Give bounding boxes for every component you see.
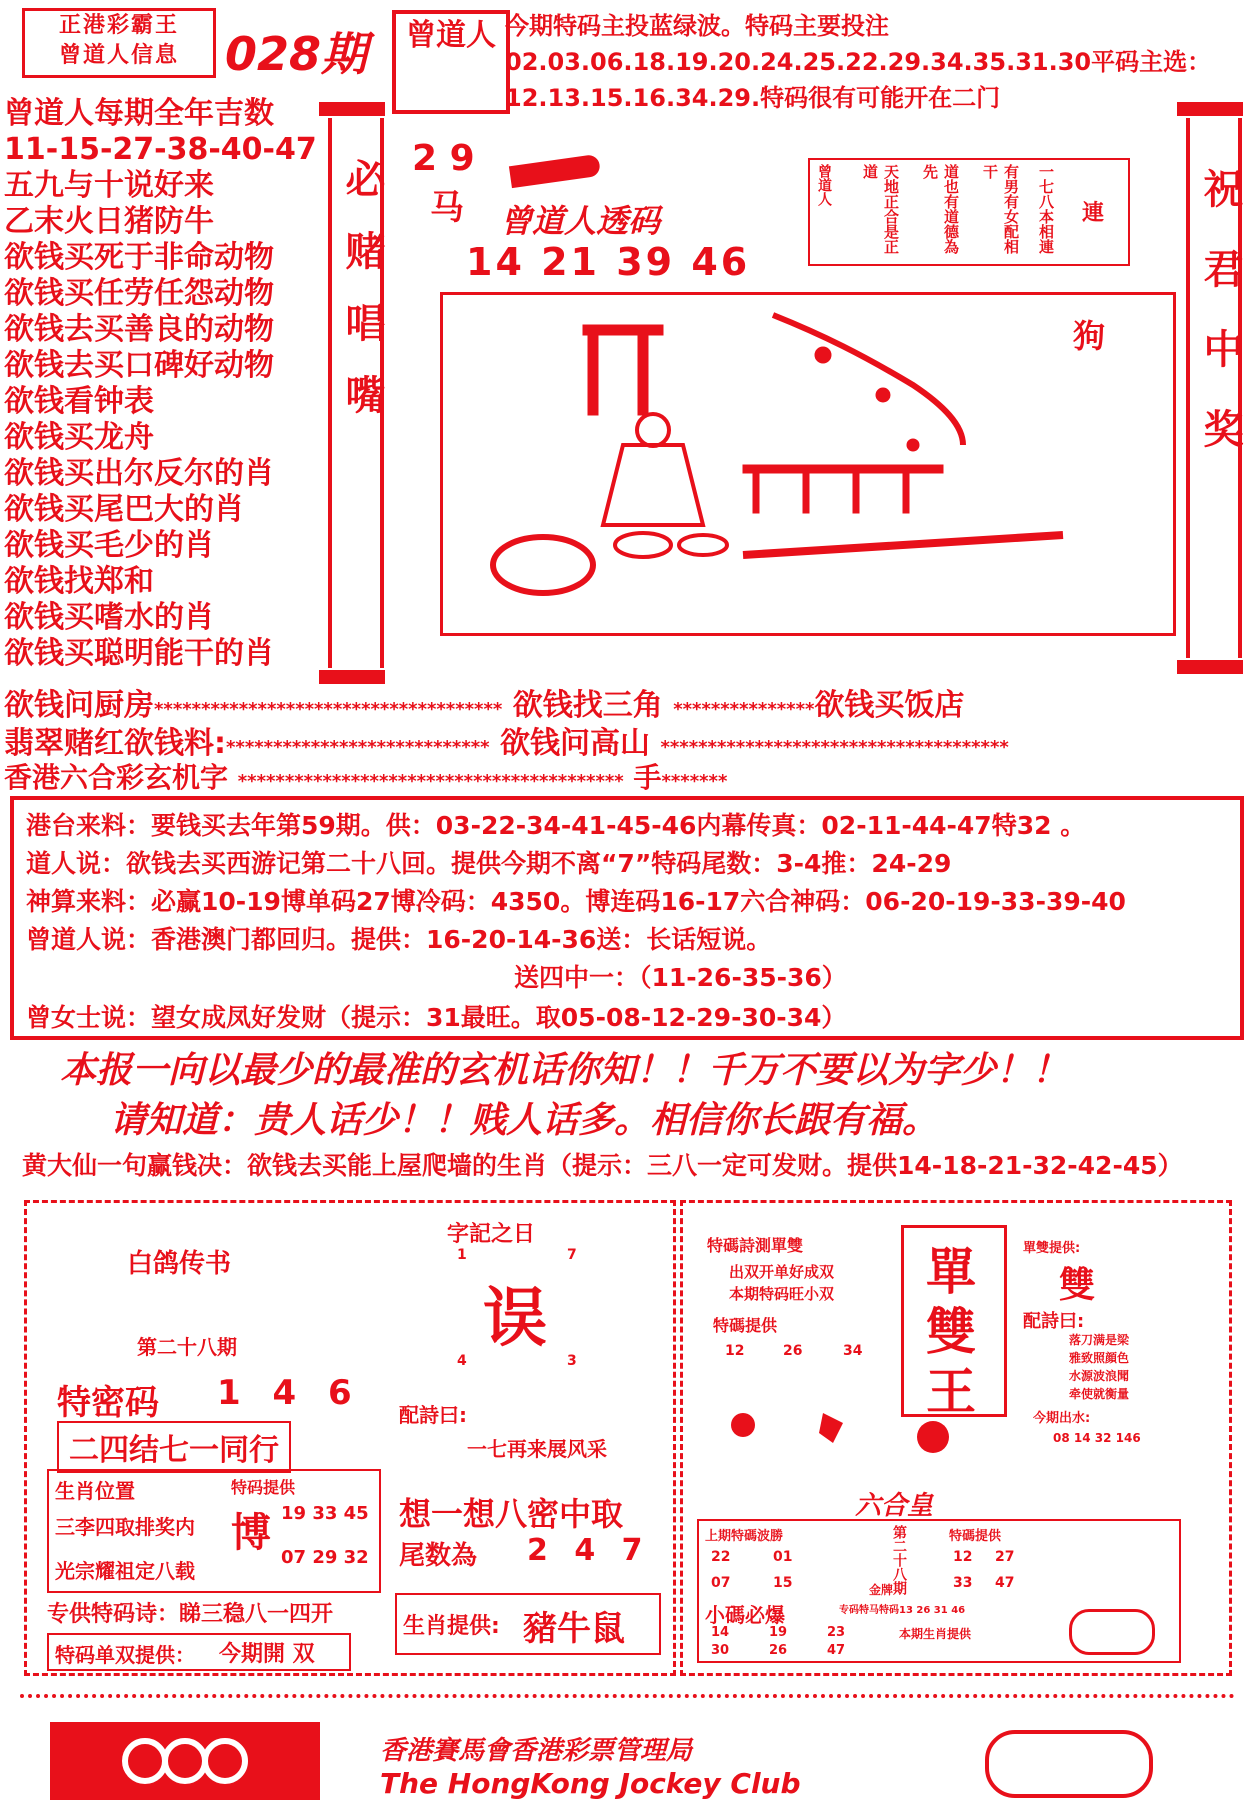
- left-line: 欲钱看钟表: [4, 384, 154, 419]
- info-line: 神算来料：必赢10-19博单码27博冷码：4350。博连码16-17六合神码：06-20-19-33-39-40: [26, 887, 1126, 916]
- poem-col: 道也有道德為先: [921, 164, 960, 254]
- left-scroll: [328, 118, 384, 668]
- blossom: [815, 347, 831, 363]
- blossom: [907, 439, 919, 451]
- right-ds-label: 單雙提供:: [1023, 1241, 1081, 1256]
- tail-numbers: 2 4 7: [527, 1533, 651, 1568]
- poem-col: 天地正合是正道: [861, 164, 900, 254]
- small-number: 47: [827, 1643, 846, 1658]
- gate-post: [588, 335, 598, 415]
- mid-line-3-mid: 手: [633, 761, 662, 794]
- left-line: 乙末火日猪防牛: [4, 204, 214, 239]
- char-main: 误: [483, 1281, 547, 1356]
- right-tema-number: 12: [725, 1343, 745, 1359]
- left-scroll-text: 必赌唱嘴: [339, 158, 385, 446]
- mid-line-1-mid: 欲钱找三角: [512, 688, 663, 723]
- tema-poem: 专供特码诗：睇三稳八一四开: [47, 1602, 334, 1627]
- tema-phrase: 二四结七一同行: [57, 1421, 291, 1473]
- illustration-drawing: [443, 295, 1173, 633]
- footer-title: [380, 1730, 801, 1800]
- right-poem-line: 牵使就衡量: [1069, 1387, 1130, 1401]
- left-line: 欲钱买聪明能干的肖: [4, 636, 274, 671]
- right-today-label: 今期出水:: [1033, 1411, 1091, 1426]
- zodiac-label: 生肖位置: [55, 1479, 135, 1503]
- right-today-numbers: 08 14 32 146: [1053, 1431, 1141, 1445]
- tema2-number: 47: [995, 1575, 1015, 1591]
- zodiac-line-1: 三李四取排奖内: [55, 1515, 195, 1539]
- small-number: 23: [827, 1625, 846, 1640]
- masthead-logo: [22, 8, 216, 78]
- rooster-icon: [819, 1413, 843, 1443]
- liuhe-issue: 第二十八期: [891, 1525, 907, 1595]
- mid-line-1-stars-2: ***************: [673, 699, 815, 720]
- left-line: 欲钱去买善良的动物: [4, 312, 274, 347]
- info-line: 港台来料：要钱买去年第59期。供：03-22-34-41-45-46内幕传真：02-11-44-47特32 。: [26, 811, 1086, 840]
- zodiac-note: 本期生肖提供: [899, 1627, 972, 1641]
- bottom-right-panel: [680, 1200, 1232, 1676]
- right-scroll-text: 祝君中奖: [1197, 168, 1243, 488]
- brush-line: [743, 535, 1063, 555]
- left-line: 欲钱买毛少的肖: [4, 528, 214, 563]
- dog-label: 狗: [1073, 317, 1106, 355]
- slogan-1: 本报一向以最少的最准的玄机话你知！！千万不要以为字少！！: [60, 1050, 1069, 1091]
- scroll-cap: [1177, 102, 1243, 116]
- right-poem-line: 雅致照顔色: [1069, 1351, 1130, 1365]
- char-corner-1: 1: [457, 1247, 467, 1263]
- issue-number: 028期: [225, 27, 368, 81]
- bo-char: 博: [231, 1510, 271, 1556]
- mid-line-3-left: 香港六合彩玄机字: [4, 761, 229, 794]
- tema-numbers: 1 4 6: [217, 1373, 362, 1413]
- mid-line-2-mid: 欲钱问高山: [500, 726, 651, 761]
- pigeon-title: 白鸽传书: [127, 1249, 232, 1279]
- mid-line-3-stars: *****************************************: [237, 771, 624, 792]
- liuhe-issue-sub: 金牌: [869, 1583, 894, 1597]
- right-poem-line: 水源波浪聞: [1069, 1369, 1130, 1383]
- gate-post: [638, 335, 648, 415]
- top-note: 今期特码主投蓝绿波。特码主要投注02.03.06.18.19.20.24.25.22.29.34.35.31.30平码主选：12.13.15.16.34.29.特码很有可能开在二门: [505, 12, 1212, 112]
- table-leg: [853, 473, 859, 513]
- scroll-cap: [1177, 660, 1243, 674]
- right-sub-2: 本期特码旺小双: [729, 1285, 835, 1303]
- left-line: 欲钱找郑和: [4, 564, 154, 599]
- zodiac-pick-box: [395, 1593, 661, 1655]
- center-numbers: 14 21 39 46: [466, 240, 751, 284]
- footer-title-en: The HongKong Jockey Club: [380, 1767, 801, 1800]
- small-number: 30: [711, 1643, 730, 1658]
- zodiac-box: [47, 1469, 381, 1593]
- tema2-number: 33: [953, 1575, 973, 1591]
- small-number: 19: [769, 1625, 788, 1640]
- center-top-number: 2 9: [412, 138, 475, 179]
- left-line: 11-15-27-38-40-47: [4, 132, 317, 167]
- table-leg: [803, 473, 809, 513]
- logo-line-2: 曾道人信息: [58, 43, 179, 68]
- poem-box: [808, 158, 1130, 266]
- plate: [679, 535, 727, 555]
- poem-col: 有男有女配相干: [981, 164, 1020, 254]
- king-char-1: 單: [926, 1243, 976, 1301]
- zodiac-line-2: 光宗耀祖定八载: [55, 1559, 195, 1583]
- illustration-box: [440, 292, 1176, 636]
- think-line: 想一想八密中取: [399, 1495, 624, 1533]
- right-scroll: [1186, 118, 1242, 658]
- info-line: 曾道人说：香港澳门都回归。提供：16-20-14-36送：长话短说。: [26, 925, 772, 954]
- bo-numbers-2: 07 29 32: [281, 1547, 369, 1568]
- divider: [20, 1694, 1235, 1698]
- char-poem: 一七再来展风采: [467, 1437, 607, 1461]
- right-sub-1: 出双开单好成双: [729, 1263, 835, 1281]
- left-line: 欲钱去买口碑好动物: [4, 348, 274, 383]
- left-line: 欲钱买死于非命动物: [4, 240, 274, 275]
- small-number: 26: [769, 1643, 788, 1658]
- blossom: [876, 388, 890, 402]
- info-line: 曾女士说：望女成凤好发财（提示：31最旺。取05-08-12-29-30-34）: [26, 1003, 847, 1032]
- left-line: 欲钱买尾巴大的肖: [4, 492, 244, 527]
- table-leg: [753, 473, 759, 513]
- center-title: 曾道人透码: [500, 202, 661, 240]
- branch: [773, 315, 963, 445]
- seal-text: 曾道人: [406, 18, 496, 53]
- bowl: [493, 537, 593, 593]
- badge-oval-icon: [1069, 1609, 1155, 1655]
- liuhe-box: [697, 1519, 1181, 1663]
- last-label: 上期特碼波勝: [705, 1529, 784, 1544]
- figure-head: [637, 414, 669, 446]
- rat-icon: [731, 1413, 755, 1437]
- dan-shuang-king: [901, 1225, 1007, 1421]
- right-poem-label: 配詩曰:: [1023, 1311, 1085, 1332]
- mid-line-3-stars-2: *******: [661, 771, 728, 792]
- right-tema-number: 26: [783, 1343, 803, 1359]
- char-title: 字記之日: [447, 1221, 536, 1247]
- tema-label: 特密码: [57, 1383, 159, 1423]
- bo-numbers-1: 19 33 45: [281, 1503, 369, 1524]
- plate: [615, 533, 671, 557]
- last-number: 07: [711, 1575, 731, 1591]
- right-ds-char: 雙: [1059, 1265, 1096, 1306]
- left-line: 欲钱买嗜水的肖: [4, 600, 214, 635]
- hkjc-logo-icon: [50, 1722, 320, 1800]
- mid-line-2-stars: ****************************: [226, 737, 490, 758]
- dan-value: 今期開 双: [219, 1642, 315, 1667]
- left-line: 欲钱买龙舟: [4, 420, 154, 455]
- table-leg: [903, 473, 909, 513]
- brush-stroke-icon: [509, 154, 601, 188]
- info-line: 道人说：欲钱去买西游记第二十八回。提供今期不离“7”特码尾数：3-4推：24-29: [26, 849, 952, 878]
- mid-line-3: [4, 756, 727, 796]
- flower-icon: [903, 1417, 963, 1457]
- zodiac-icons: [723, 1403, 883, 1453]
- right-tema-number: 34: [843, 1343, 863, 1359]
- liuhe-brand: 六合皇: [855, 1491, 934, 1521]
- small-number: 14: [711, 1625, 730, 1640]
- left-line: 欲钱买出尔反尔的肖: [4, 456, 274, 491]
- king-char-3: 王: [926, 1363, 976, 1421]
- poem-head: 連: [1082, 201, 1105, 226]
- mid-line-1-left: 欲钱问厨房: [4, 688, 154, 723]
- tema2-label: 特碼提供: [949, 1529, 1002, 1544]
- gate-beam: [583, 325, 663, 335]
- last-number: 01: [773, 1549, 793, 1565]
- right-poem-line: 落刀满是梁: [1069, 1333, 1130, 1347]
- info-line: 送四中一：（11-26-35-36）: [514, 963, 847, 992]
- dan-label: 特码单双提供：: [55, 1643, 195, 1667]
- tema2-number: 27: [995, 1549, 1015, 1565]
- slogan-2: 请知道：贵人话少！！贱人话多。相信你长跟有福。: [110, 1100, 939, 1141]
- scroll-cap: [319, 102, 385, 116]
- small-label: 小碼必爆: [705, 1603, 785, 1627]
- bo-label: 特码提供: [231, 1478, 296, 1497]
- zodiac-pick: 豬牛鼠: [523, 1609, 625, 1649]
- dan-box: [47, 1633, 351, 1671]
- mid-line-1-right: 欲钱买饭店: [814, 688, 965, 723]
- info-box: [10, 796, 1244, 1040]
- logo-swirl-icon: [50, 1722, 320, 1800]
- huang-line: 黄大仙一句赢钱决：欲钱去买能上屋爬墙的生肖（提示：三八一定可发财。提供14-18-21-32-42-45）: [22, 1151, 1183, 1180]
- footer-seal-icon: [985, 1730, 1153, 1798]
- poem-author: 曾道人: [816, 164, 832, 206]
- left-line: 曾道人每期全年吉数: [4, 96, 274, 131]
- zodiac-pick-label: 生肖提供:: [403, 1614, 500, 1639]
- table-top: [743, 465, 943, 473]
- bottom-left-panel: [24, 1200, 676, 1676]
- logo-line-1: 正港彩霸王: [58, 13, 179, 38]
- pigeon-issue: 第二十八期: [137, 1335, 237, 1359]
- left-line: 欲钱买任劳任怨动物: [4, 276, 274, 311]
- mid-line-1-stars: *************************************: [154, 699, 503, 720]
- footer-title-cn: 香港賽馬會香港彩票管理局: [380, 1736, 693, 1766]
- poem-col: 一七八本相連: [1037, 164, 1055, 254]
- tail-label: 尾数為: [399, 1541, 478, 1571]
- last-number: 15: [773, 1575, 793, 1591]
- char-poem-label: 配詩曰:: [399, 1403, 467, 1427]
- last-number: 22: [711, 1549, 731, 1565]
- right-tema-label: 特碼提供: [713, 1316, 778, 1335]
- char-corner-7: 7: [567, 1247, 577, 1263]
- seal-stamp: [392, 10, 510, 114]
- left-hint-column: [4, 96, 317, 672]
- char-corner-4: 4: [457, 1353, 467, 1369]
- right-title: 特碼詩測單雙: [707, 1236, 804, 1255]
- mid-line-2-stars-2: *************************************: [660, 737, 1009, 758]
- figure-body: [603, 445, 703, 525]
- char-corner-3: 3: [567, 1353, 577, 1369]
- mid-line-2-left: 翡翠赌红欲钱料:: [4, 726, 226, 761]
- left-line: 五九与十说好来: [4, 168, 214, 203]
- zodiac-horse: 马: [430, 188, 464, 228]
- special-note: 专码特马特码13 26 31 46: [839, 1605, 966, 1616]
- king-char-2: 雙: [926, 1303, 976, 1361]
- tema2-number: 12: [953, 1549, 973, 1565]
